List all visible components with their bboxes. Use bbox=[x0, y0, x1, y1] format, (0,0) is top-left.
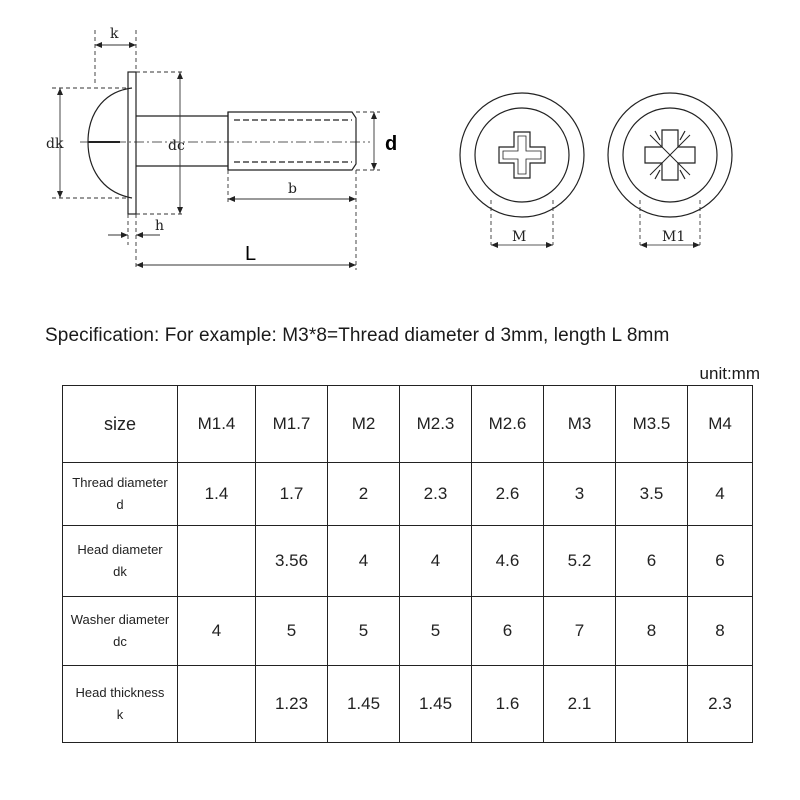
size-header: size bbox=[63, 386, 178, 463]
table-cell bbox=[616, 666, 688, 743]
row-name: Head diameter bbox=[77, 542, 163, 557]
table-cell: 5 bbox=[328, 597, 400, 666]
dim-label-L: L bbox=[245, 243, 257, 265]
size-cell: M3.5 bbox=[616, 386, 688, 463]
table-cell: 3.5 bbox=[616, 463, 688, 526]
row-header bbox=[63, 597, 178, 666]
row-name: Head thickness bbox=[75, 685, 165, 700]
dim-label-h: h bbox=[155, 218, 165, 234]
size-cell: M2 bbox=[328, 386, 400, 463]
table-cell: 6 bbox=[688, 526, 753, 597]
dim-label-dk: dk bbox=[46, 136, 64, 152]
table-cell: 2.6 bbox=[472, 463, 544, 526]
dim-label-k: k bbox=[110, 26, 119, 42]
table-cell: 2 bbox=[328, 463, 400, 526]
threaded-shank bbox=[228, 112, 356, 170]
table-cell: 8 bbox=[616, 597, 688, 666]
row-symbol: dk bbox=[113, 564, 127, 579]
row-name: Washer diameter bbox=[70, 612, 170, 627]
table-cell: 4 bbox=[328, 526, 400, 597]
dim-label-M: M bbox=[512, 229, 527, 245]
table-cell: 8 bbox=[688, 597, 753, 666]
unit-label: unit:mm bbox=[699, 364, 760, 383]
table-cell: 4.6 bbox=[472, 526, 544, 597]
table-row bbox=[63, 463, 753, 526]
table-cell: 2.3 bbox=[688, 666, 753, 743]
table-cell: 1.45 bbox=[328, 666, 400, 743]
table-row bbox=[63, 666, 753, 743]
table-cell: 4 bbox=[400, 526, 472, 597]
table-cell: 7 bbox=[544, 597, 616, 666]
table-cell: 6 bbox=[616, 526, 688, 597]
table-cell: 3 bbox=[544, 463, 616, 526]
table-cell: 1.45 bbox=[400, 666, 472, 743]
table-cell bbox=[178, 526, 256, 597]
row-symbol: dc bbox=[113, 634, 127, 649]
size-cell: M4 bbox=[688, 386, 753, 463]
table-cell: 6 bbox=[472, 597, 544, 666]
specification-table bbox=[62, 385, 753, 743]
table-cell: 4 bbox=[178, 597, 256, 666]
table-row bbox=[63, 526, 753, 597]
phillips-head-top-view bbox=[460, 93, 584, 245]
table-cell: 5 bbox=[256, 597, 328, 666]
table-row bbox=[63, 597, 753, 666]
washer-flange bbox=[128, 72, 136, 214]
row-symbol: d bbox=[116, 497, 124, 512]
dim-label-M1: M1 bbox=[662, 229, 686, 245]
row-name: Thread diameter bbox=[72, 475, 168, 490]
row-symbol: k bbox=[116, 707, 124, 722]
pozidriv-head-top-view bbox=[608, 93, 732, 245]
table-cell: 2.3 bbox=[400, 463, 472, 526]
table-cell: 5.2 bbox=[544, 526, 616, 597]
size-cell: M2.3 bbox=[400, 386, 472, 463]
table-cell: 2.1 bbox=[544, 666, 616, 743]
table-cell: 4 bbox=[688, 463, 753, 526]
table-cell: 1.4 bbox=[178, 463, 256, 526]
dim-label-b: b bbox=[288, 181, 297, 197]
table-header-row bbox=[63, 386, 753, 463]
specification-text: Specification: For example: M3*8=Thread diameter d 3mm, length L 8mm bbox=[45, 325, 670, 346]
dim-label-dc: dc bbox=[168, 138, 185, 154]
size-cell: M3 bbox=[544, 386, 616, 463]
table-cell bbox=[178, 666, 256, 743]
size-cell: M1.4 bbox=[178, 386, 256, 463]
row-header bbox=[63, 666, 178, 743]
table-cell: 1.6 bbox=[472, 666, 544, 743]
size-cell: M1.7 bbox=[256, 386, 328, 463]
dim-label-d: d bbox=[385, 133, 398, 155]
row-header bbox=[63, 463, 178, 526]
size-cell: M2.6 bbox=[472, 386, 544, 463]
table-cell: 1.23 bbox=[256, 666, 328, 743]
table-cell: 3.56 bbox=[256, 526, 328, 597]
row-header bbox=[63, 526, 178, 597]
table-cell: 5 bbox=[400, 597, 472, 666]
screw-technical-drawing bbox=[0, 0, 800, 310]
table-cell: 1.7 bbox=[256, 463, 328, 526]
